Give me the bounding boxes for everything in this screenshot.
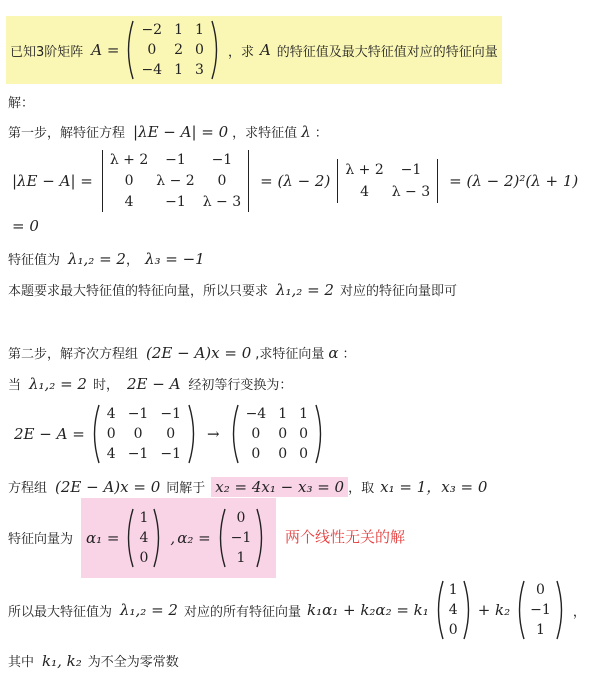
alpha2-lhs: α₂ = [177,529,211,547]
determinant-expansion [12,150,578,212]
problem-statement [6,16,502,84]
step2-var: α [328,343,339,362]
eigenvectors-label: 特征向量为 [8,532,74,547]
step1-text: 第一步，解特征方程 [8,126,126,141]
note-text: 本题要求最大特征值的特征向量，所以只要求 [8,284,269,299]
transform-matrix: 4 −1 −1 0 0 0 4 −1 −1 [89,404,199,464]
eigenvalue-3: λ₃ = −1 [144,249,205,268]
condition-text-b: 为不全为零常数 [87,655,179,670]
eigenvalues-label: 特征值为 [8,253,61,268]
step1-var: λ [301,122,311,141]
final-v1: 1 4 0 [433,580,474,640]
matrix-A-lhs: A = [91,41,120,59]
eigenvalue-12: λ₁,₂ = 2 [68,249,126,268]
when-expr: 2E − A [126,374,181,393]
transform-lhs: 2E − A = [14,425,85,443]
final-eq: λ₁,₂ = 2 [120,601,178,619]
problem-prefix: 已知3阶矩阵 [10,44,84,60]
final-text-b: 对应的所有特征向量 [183,604,301,620]
system-eq: (2E − A)x = 0 [55,477,161,496]
when-text: 当 [8,378,22,393]
system-line [8,476,487,497]
det-lhs: |λE − A| = [12,172,93,190]
final-v2: 0 −1 1 [514,580,567,640]
solution-label: 解： [8,96,35,111]
problem-var-A: A [259,41,271,59]
when-text-b: 时， [92,378,119,393]
det-matrix: λ + 2 −1 −1 0 λ − 2 0 4 −1 λ − 3 [99,150,252,212]
eigenvectors [86,505,267,571]
system-solution: x₂ = 4x₁ − x₃ = 0 [211,477,348,497]
annotation-independent: 两个线性无关的解 [285,528,406,546]
system-pick: x₁ = 1，x₃ = 0 [380,478,488,496]
note-eq: λ₁,₂ = 2 [276,280,334,299]
matrix-A-cells: −2 1 1 0 2 0 −4 1 3 [141,22,204,78]
reduced-matrix: −4 1 1 0 0 0 0 0 0 [228,404,326,464]
final-line [8,578,586,642]
when-line [8,374,292,393]
step1-line [8,122,328,141]
det-cont: = 0 [12,217,39,235]
alpha2-vector: 0 −1 1 [215,508,268,568]
system-text-b: 同解于 [166,481,206,496]
eigenvalues-sep: ， [125,253,139,268]
condition-text: 其中 [8,655,35,670]
row-reduction [14,402,326,466]
when-text-c: 经初等行变换为： [188,378,293,393]
step2-text: 第二步，解齐次方程组 [8,347,139,362]
final-plus: + k₂ [477,601,511,619]
eigenvalues-line [8,249,205,268]
alpha1-vector: 1 4 0 [123,508,164,568]
final-text: 所以最大特征值为 [8,604,113,620]
note-text-b: 对应的特征向量即可 [339,284,457,299]
condition-vars: k₁, k₂ [42,651,82,670]
alpha1-lhs: α₁ = [86,529,120,547]
det-minor: λ + 2 −1 4 λ − 3 [334,159,441,203]
vectors-sep: , [170,529,176,547]
condition-line [8,651,179,670]
det-mid: = (λ − 2) [260,172,331,190]
final-combo: k₁α₁ + k₂α₂ = k₁ [306,601,429,619]
note-line [8,280,457,299]
problem-suffix-b: 的特征值及最大特征值对应的特征向量 [276,44,498,60]
final-tail: ， [572,604,586,620]
det-rhs: = (λ − 2)²(λ + 1) [449,172,579,190]
system-text-c: ，取 [348,481,375,496]
transform-arrow: → [206,425,220,443]
step2-text-b: ,求特征向量 [255,347,325,362]
system-text: 方程组 [8,481,48,496]
problem-suffix-a: ，求 [227,44,254,60]
when-eq: λ₁,₂ = 2 [29,374,87,393]
step1-equation: |λE − A| = 0 [133,122,229,141]
matrix-A [123,20,221,80]
step1-colon: ： [314,126,328,141]
step1-text-b: ，求特征值 [232,126,298,141]
step2-line [8,343,356,362]
step2-colon: ： [342,347,356,362]
step2-eq: (2E − A)x = 0 [146,343,252,362]
